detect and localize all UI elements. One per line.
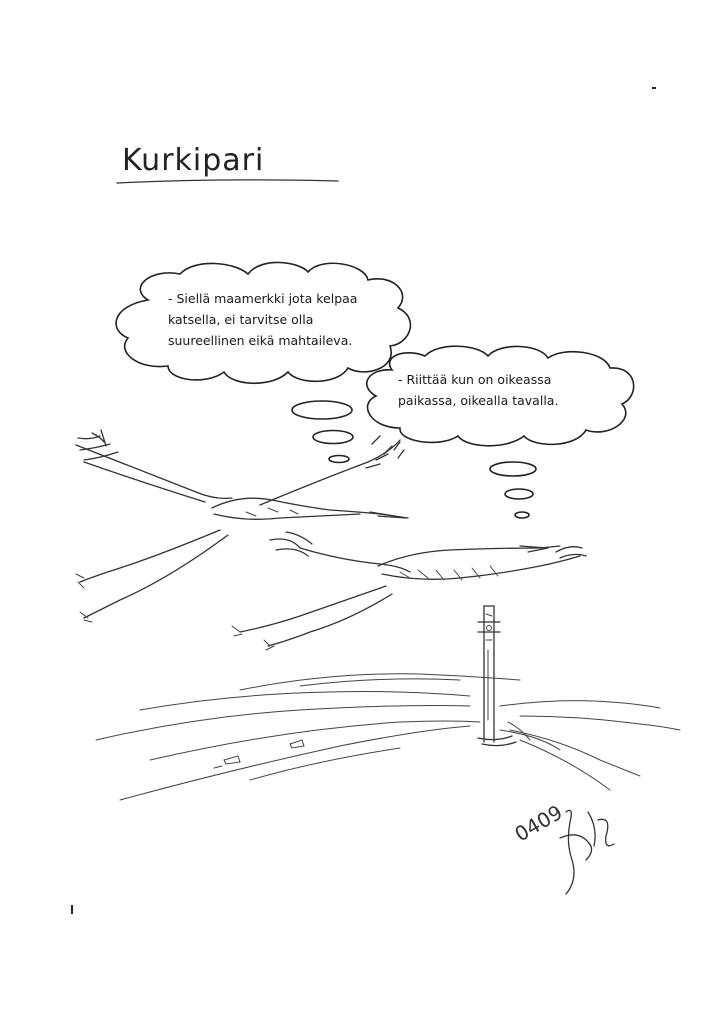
thought-trail-dot [515, 512, 529, 518]
thought-trail-dot [505, 489, 533, 499]
signature [511, 800, 567, 846]
bubble-1-line-2: katsella, ei tarvitse olla [168, 312, 314, 327]
thought-trail-dot [313, 431, 353, 444]
bubble-2-line-1: - Riittää kun on oikeassa [398, 372, 552, 387]
signature-scribble [560, 810, 614, 894]
title-underline [117, 180, 338, 183]
landscape [96, 674, 680, 800]
thought-trail-dot [329, 456, 349, 463]
bubble-1-line-1: - Siellä maamerkki jota kelpaa [168, 291, 358, 306]
crane-lower [232, 532, 586, 650]
landmark-pole [478, 606, 500, 742]
bubble-1-line-3: suureellinen eikä mahtaileva. [168, 333, 353, 348]
thought-bubble-1-text [168, 288, 357, 351]
signature-date: 0409 [510, 800, 567, 847]
thought-trail-dot [490, 462, 536, 476]
thought-bubble-2-text [398, 369, 558, 411]
crane-upper [76, 430, 408, 622]
title: Kurkipari [122, 143, 265, 178]
bubble-2-line-2: paikassa, oikealla tavalla. [398, 393, 559, 408]
thought-trail-dot [292, 401, 352, 419]
